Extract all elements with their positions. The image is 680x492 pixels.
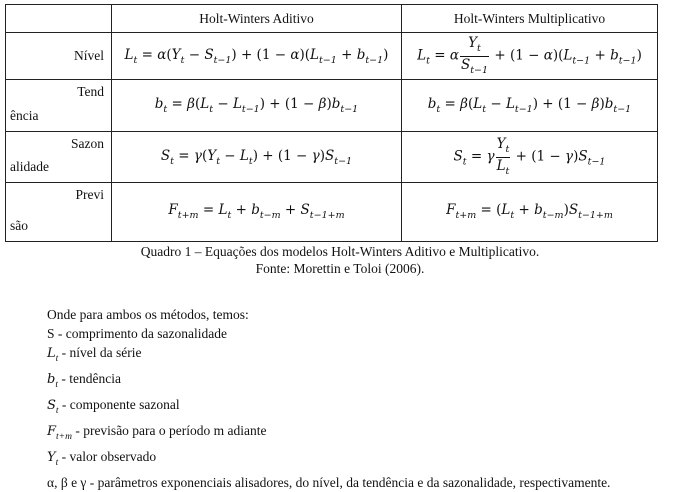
formula-previsao-multiplicativo: $F_{t+m} = (L_t + b_{t-m})S_{t-1+m}$ — [402, 182, 658, 241]
table-row-nivel — [6, 33, 658, 80]
formula-tendencia-multiplicativo: $b_t = \beta(L_t - L_{t-1}) + (1 - \beta)b_{t-1}$ — [402, 80, 658, 132]
note-symbol-sub: t — [55, 354, 59, 364]
formula-previsao-aditivo: $F_{t+m} = L_t + b_{t-m} + S_{t-1+m}$ — [112, 182, 402, 241]
row-label-previsao-line2: são — [10, 218, 28, 233]
row-label-sazonalidade-line2: alidade — [10, 158, 49, 174]
note-item — [47, 343, 610, 369]
note-item — [47, 324, 610, 343]
header-multiplicativo: Holt-Winters Multiplicativo — [402, 5, 658, 33]
note-symbol: Y — [47, 450, 56, 465]
note-text: - comprimento da sazonalidade — [54, 326, 227, 341]
note-symbol: α, β e γ — [47, 475, 87, 490]
note-text: - nível da série — [58, 345, 142, 360]
row-label-nivel — [6, 33, 112, 80]
formula-nivel-multiplicativo: $L_t = \alpha$ $\frac{Y_t}{S_{t-1}}$ + $(1 - \alpha)(L_{t-1} + b_{t-1})$ — [402, 33, 658, 80]
header-empty-cell — [6, 5, 112, 33]
note-item — [47, 369, 610, 395]
note-symbol: L — [47, 346, 56, 361]
notes-section — [47, 305, 610, 492]
note-text: - valor observado — [58, 449, 157, 464]
row-label-tendencia-line2: ência — [10, 108, 39, 124]
table-header-row — [6, 5, 658, 33]
notes-intro: Onde para ambos os métodos, temos: — [47, 307, 249, 322]
table-caption: Quadro 1 – Equações dos modelos Holt-Winters Aditivo e Multiplicativo. — [140, 244, 540, 259]
table-row-tendencia — [6, 80, 658, 132]
row-label-previsao-line1: Previ — [75, 186, 104, 202]
row-label-previsao — [6, 182, 112, 241]
formula-tendencia-aditivo: $b_t = \beta(L_t - L_{t-1}) + (1 - \beta)b_{t-1}$ — [112, 80, 402, 132]
note-text: - componente sazonal — [58, 397, 180, 412]
note-item — [47, 395, 610, 421]
note-symbol: F — [47, 424, 57, 439]
note-symbol: S — [47, 326, 55, 341]
note-symbol: b — [47, 372, 56, 387]
table-row-sazonalidade — [6, 132, 658, 183]
note-item — [47, 473, 610, 492]
note-item — [47, 447, 610, 473]
formula-sazonalidade-multiplicativo: $S_t = \gamma$ $\frac{Y_t}{L_t}$ + $(1 - \gamma)S_{t-1}$ — [402, 132, 658, 183]
row-label-tendencia — [6, 80, 112, 132]
note-symbol-sub: t+m — [56, 432, 72, 442]
row-label-sazonalidade — [6, 132, 112, 183]
note-text: - parâmetros exponenciais alisadores, do nível, da tendência e da sazonalidade, respectivamente. — [86, 475, 611, 490]
note-text: - previsão para o período m adiante — [71, 423, 267, 438]
table-row-previsao — [6, 182, 658, 241]
note-symbol-sub: t — [55, 380, 58, 390]
note-symbol: S — [47, 398, 56, 413]
header-aditivo: Holt-Winters Aditivo — [112, 5, 402, 33]
note-item — [47, 421, 610, 447]
formula-nivel-aditivo: $L_t = \alpha(Y_t - S_{t-1}) + (1 - \alpha)(L_{t-1} + b_{t-1})$ — [112, 33, 402, 80]
equations-table — [5, 4, 658, 242]
note-symbol-sub: t — [55, 458, 59, 468]
formula-sazonalidade-aditivo: $S_t = \gamma(Y_t - L_t) + (1 - \gamma)S_{t-1}$ — [112, 132, 402, 183]
row-label-tendencia-line1: Tend — [77, 84, 104, 100]
row-label-nivel-text: Nível — [74, 48, 104, 64]
note-text: - tendência — [57, 371, 121, 386]
row-label-sazonalidade-line1: Sazon — [71, 136, 104, 152]
table-source: Fonte: Morettin e Toloi (2006). — [255, 261, 425, 276]
note-symbol-sub: t — [55, 406, 59, 416]
